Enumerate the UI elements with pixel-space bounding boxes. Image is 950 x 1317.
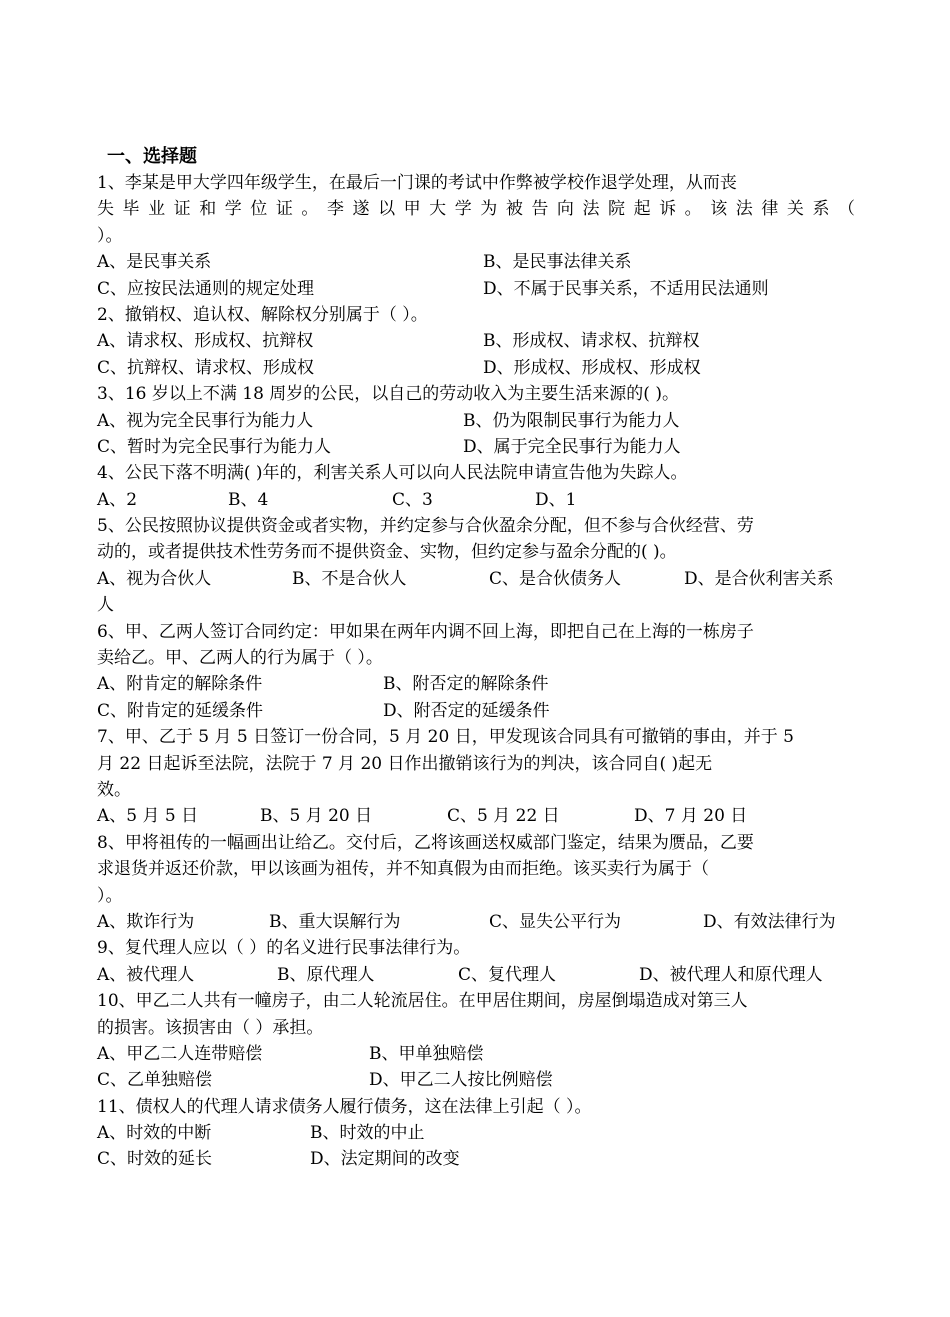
option-b: B、甲单独赔偿 (369, 1043, 484, 1064)
option-d: D、1 (535, 489, 577, 510)
option-b: B、4 (228, 489, 269, 510)
option-d: D、有效法律行为 (703, 911, 836, 932)
question-9-line-1: 9、复代理人应以（ ）的名义进行民事法律行为。 (97, 938, 471, 959)
option-a: A、视为完全民事行为能力人 (97, 410, 314, 431)
question-10-options-row-1 (97, 1041, 855, 1067)
question-11-options-row-1 (97, 1120, 855, 1146)
option-b: B、仍为限制民事行为能力人 (463, 410, 680, 431)
option-d: D、甲乙二人按比例赔偿 (369, 1070, 553, 1091)
option-d: D、不属于民事关系，不适用民法通则 (483, 278, 769, 299)
question-4-options-row (97, 487, 855, 513)
option-c: C、抗辩权、请求权、形成权 (97, 357, 315, 378)
option-a: A、附肯定的解除条件 (97, 674, 263, 695)
option-b: B、形成权、请求权、抗辩权 (483, 331, 700, 352)
question-10-line-2: 的损害。该损害由（ ）承担。 (97, 1017, 324, 1038)
question-8-line-1: 8、甲将祖传的一幅画出让给乙。交付后，乙将该画送权威部门鉴定，结果为赝品，乙要 (97, 832, 754, 853)
exam-page (97, 144, 855, 1173)
question-1-line-2: 失 毕 业 证 和 学 位 证 。 李 遂 以 甲 大 学 为 被 告 向 法 院 起 诉 。 该 法 律 关 系 （ (97, 199, 855, 220)
option-b: B、附否定的解除条件 (383, 674, 549, 695)
option-c: C、应按民法通则的规定处理 (97, 278, 315, 299)
question-3-options-row-2 (97, 434, 855, 460)
option-a: A、2 (97, 489, 138, 510)
option-b: B、重大误解行为 (269, 911, 401, 932)
question-7-line-1: 7、甲、乙于 5 月 5 日签订一份合同，5 月 20 日，甲发现该合同具有可撤销的事由，并于 5 (97, 727, 794, 748)
question-11-line-1: 11、债权人的代理人请求债务人履行债务，这在法律上引起（ ）。 (97, 1096, 592, 1117)
question-3-options-row-1 (97, 408, 855, 434)
question-10-line-1: 10、甲乙二人共有一幢房子，由二人轮流居住。在甲居住期间，房屋倒塌造成对第三人 (97, 991, 748, 1012)
option-d: D、附否定的延缓条件 (383, 700, 550, 721)
option-c: C、暂时为完全民事行为能力人 (97, 436, 332, 457)
option-b: B、时效的中止 (310, 1123, 425, 1144)
question-8-options-row (97, 909, 855, 935)
option-a: A、请求权、形成权、抗辩权 (97, 331, 314, 352)
question-2-options-row-1 (97, 328, 855, 354)
question-1-line-1: 1、李某是甲大学四年级学生，在最后一门课的考试中作弊被学校作退学处理，从而丧 (97, 173, 737, 193)
option-b: B、5 月 20 日 (260, 806, 373, 827)
question-7-line-3: 效。 (97, 779, 131, 800)
question-1-options-row-1 (97, 249, 855, 275)
option-b: B、原代理人 (277, 964, 375, 985)
question-6-line-1: 6、甲、乙两人签订合同约定：甲如果在两年内调不回上海，即把自己在上海的一栋房子 (97, 621, 754, 642)
question-5-line-2: 动的，或者提供技术性劳务而不提供资金、实物，但约定参与盈余分配的( )。 (97, 542, 677, 563)
question-6-options-row-1 (97, 671, 855, 697)
question-10-options-row-2 (97, 1067, 855, 1093)
option-d: D、7 月 20 日 (634, 806, 748, 827)
question-3-line-1: 3、16 岁以上不满 18 周岁的公民，以自己的劳动收入为主要生活来源的( )。 (97, 384, 679, 405)
option-c: C、是合伙债务人 (489, 568, 622, 589)
option-a: A、视为合伙人 (97, 568, 212, 589)
question-2-line-1: 2、撤销权、追认权、解除权分别属于（ ）。 (97, 304, 428, 325)
option-a: A、甲乙二人连带赔偿 (97, 1043, 263, 1064)
option-c: C、3 (392, 489, 433, 510)
question-7-options-row (97, 803, 855, 829)
option-a: A、是民事关系 (97, 252, 212, 273)
section-title: 一、选择题 (107, 146, 197, 167)
question-1-line-3: ）。 (97, 225, 123, 246)
question-6-options-row-2 (97, 698, 855, 724)
option-c: C、时效的延长 (97, 1149, 213, 1170)
option-b: B、不是合伙人 (292, 568, 407, 589)
option-d: D、是合伙利害关系 (684, 568, 834, 589)
option-c: C、显失公平行为 (489, 911, 622, 932)
option-a: A、5 月 5 日 (97, 806, 199, 827)
question-9-options-row (97, 962, 855, 988)
question-7-line-2: 月 22 日起诉至法院，法院于 7 月 20 日作出撤销该行为的判决，该合同自( )起无 (97, 753, 713, 774)
question-5-line-3: 人 (97, 595, 114, 616)
option-c: C、复代理人 (458, 964, 557, 985)
option-d: D、属于完全民事行为能力人 (463, 436, 681, 457)
question-4-line-1: 4、公民下落不明满( )年的，利害关系人可以向人民法院申请宣告他为失踪人。 (97, 463, 688, 484)
option-d: D、被代理人和原代理人 (639, 964, 823, 985)
option-a: A、欺诈行为 (97, 911, 195, 932)
option-a: A、时效的中断 (97, 1123, 212, 1144)
option-c: C、乙单独赔偿 (97, 1070, 213, 1091)
question-11-options-row-2 (97, 1146, 855, 1172)
option-b: B、是民事法律关系 (483, 252, 632, 273)
option-a: A、被代理人 (97, 964, 195, 985)
option-c: C、5 月 22 日 (447, 806, 560, 827)
option-d: D、法定期间的改变 (310, 1149, 460, 1170)
question-2-options-row-2 (97, 355, 855, 381)
question-6-line-2: 卖给乙。甲、乙两人的行为属于（ ）。 (97, 648, 383, 669)
question-5-options-row (97, 566, 855, 592)
question-1-options-row-2 (97, 276, 855, 302)
question-8-line-2: 求退货并返还价款，甲以该画为祖传，并不知真假为由而拒绝。该买卖行为属于（ (97, 859, 709, 880)
option-c: C、附肯定的延缓条件 (97, 700, 264, 721)
option-d: D、形成权、形成权、形成权 (483, 357, 701, 378)
question-5-line-1: 5、公民按照协议提供资金或者实物，并约定参与合伙盈余分配，但不参与合伙经营、劳 (97, 516, 754, 537)
question-8-line-3: ）。 (97, 885, 123, 906)
